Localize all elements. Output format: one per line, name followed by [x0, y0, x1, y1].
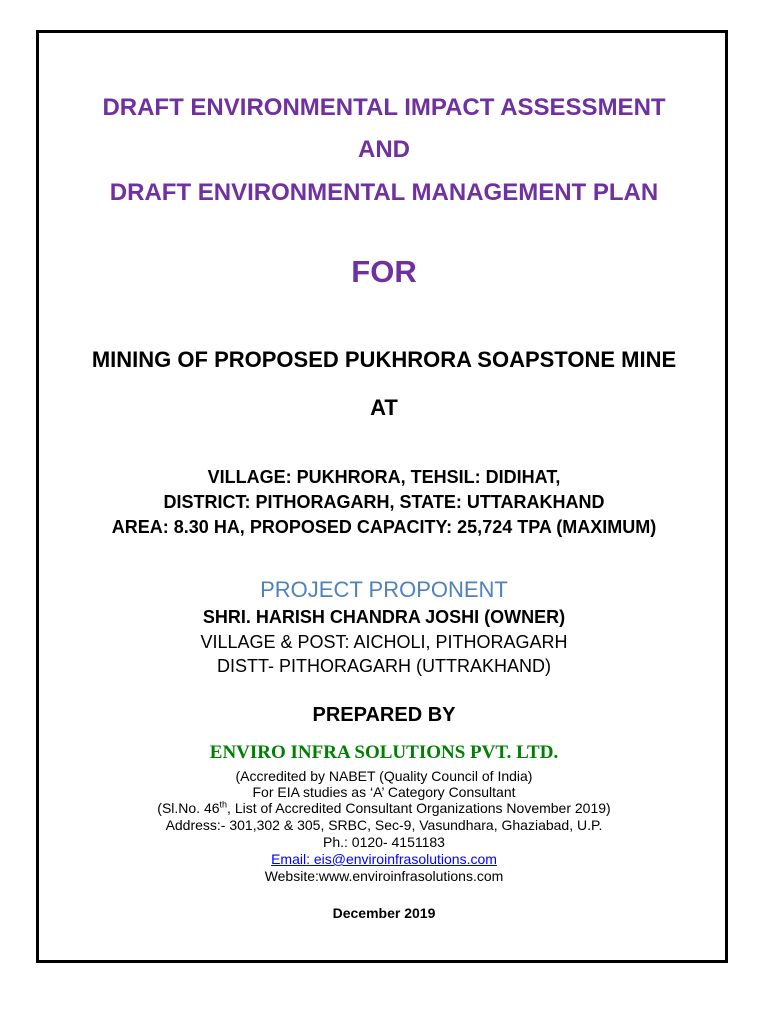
company-phone: Ph.: 0120- 4151183 [323, 834, 445, 850]
serial-superscript: th [219, 799, 228, 810]
location-line-3: AREA: 8.30 HA, PROPOSED CAPACITY: 25,724 TPA (MAXIMUM) [111, 517, 657, 537]
proponent-owner: SHRI. HARISH CHANDRA JOSHI (OWNER) [202, 607, 566, 627]
company-address: Address:- 301,302 & 305, SRBC, Sec-9, Vasundhara, Ghaziabad, U.P. [165, 817, 603, 833]
proponent-heading: PROJECT PROPONENT [260, 577, 508, 602]
proponent-address-2: DISTT- PITHORAGARH (UTTRAKHAND) [216, 656, 551, 676]
title-line-1: DRAFT ENVIRONMENTAL IMPACT ASSESSMENT [102, 94, 666, 121]
for-label: FOR [351, 254, 417, 289]
location-line-1: VILLAGE: PUKHRORA, TEHSIL: DIDIHAT, [207, 467, 561, 487]
company-website: Website:www.enviroinfrasolutions.com [264, 868, 504, 884]
serial-number-text [0, 801, 768, 815]
email-line [0, 852, 768, 866]
serial-suffix: , List of Accredited Consultant Organizations November 2019) [227, 800, 611, 816]
project-name: MINING OF PROPOSED PUKHRORA SOAPSTONE MINE [91, 347, 677, 372]
title-line-3: DRAFT ENVIRONMENTAL MANAGEMENT PLAN [109, 179, 659, 206]
proponent-address-1: VILLAGE & POST: AICHOLI, PITHORAGARH [200, 632, 568, 652]
company-name: ENVIRO INFRA SOLUTIONS PVT. LTD. [209, 742, 559, 763]
category-text: For EIA studies as ‘A’ Category Consultant [252, 784, 516, 800]
serial-prefix: (Sl.No. 46 [157, 800, 220, 816]
at-label: AT [370, 395, 398, 420]
email-link[interactable]: Email: eis@enviroinfrasolutions.com [271, 851, 497, 867]
prepared-by-label: PREPARED BY [312, 704, 456, 726]
location-line-2: DISTRICT: PITHORAGARH, STATE: UTTARAKHAND [163, 492, 605, 512]
document-date: December 2019 [332, 905, 436, 921]
title-line-2: AND [358, 136, 410, 163]
accreditation-text: (Accredited by NABET (Quality Council of India) [235, 768, 533, 784]
